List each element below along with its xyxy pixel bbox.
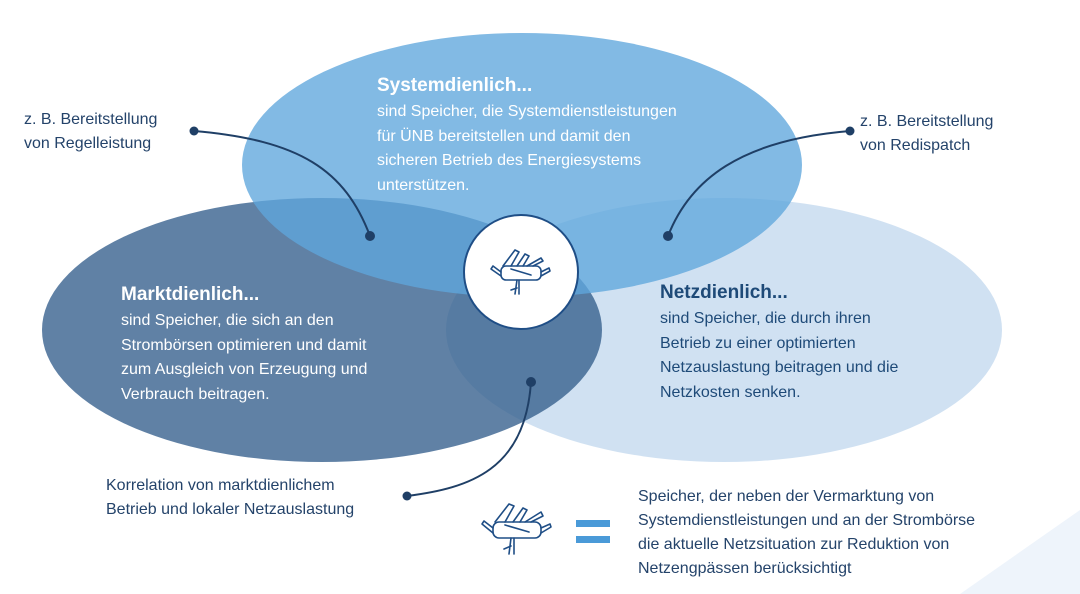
equals-bar-top [576,520,610,527]
callout-bottom-line: Betrieb und lokaler Netzauslastung [106,501,355,518]
grid-title: Netzdienlich... [660,282,788,303]
legend-line: Systemdienstleistungen und an der Strombörse [638,512,976,529]
grid-line: Netzauslastung beitragen und die [660,359,899,376]
equals-bar-bottom [576,536,610,543]
legend-line: die aktuelle Netzsituation zur Reduktion von [638,536,950,553]
callout-right-line: von Redispatch [860,137,971,154]
market-text [121,281,367,407]
connector-right-dot-start [846,127,855,136]
callout-bottom-line: Korrelation von marktdienlichem [106,477,335,494]
market-line: Verbrauch beitragen. [121,385,270,403]
corner-decoration [960,510,1080,594]
system-line: sind Speicher, die Systemdienstleistungen [377,103,677,120]
grid-line: Netzkosten senken. [660,383,801,401]
callout-left-line: z. B. Bereitstellung [24,111,158,128]
market-title: Marktdienlich... [121,284,260,305]
system-text [377,72,677,198]
callout-left [24,108,157,156]
connector-bottom-dot-end [526,377,536,387]
system-line: sicheren Betrieb des Energiesystems [377,152,642,169]
market-line: Strombörsen optimieren und damit [121,336,367,354]
system-line: unterstützen. [377,176,470,194]
callout-bottom [106,474,354,522]
connector-left-dot-end [365,231,375,241]
callout-right-line: z. B. Bereitstellung [860,113,994,130]
market-line: zum Ausgleich von Erzeugung und [121,361,368,378]
system-title: Systemdienlich... [377,75,533,96]
legend-line: Netzengpässen berücksichtigt [638,560,852,577]
grid-line: sind Speicher, die durch ihren [660,310,871,327]
callout-right [860,110,993,158]
connector-left-dot-start [190,127,199,136]
market-line: sind Speicher, die sich an den [121,312,334,329]
system-line: für ÜNB bereitstellen und damit den [377,127,631,145]
grid-text [660,279,898,405]
legend-line: Speicher, der neben der Vermarktung von [638,488,935,505]
connector-bottom-dot-start [403,492,412,501]
legend-text [638,485,975,581]
legend-swiss-army-knife-icon [482,504,551,554]
grid-line: Betrieb zu einer optimierten [660,334,856,352]
connector-right-dot-end [663,231,673,241]
callout-left-line: von Regelleistung [24,135,152,152]
